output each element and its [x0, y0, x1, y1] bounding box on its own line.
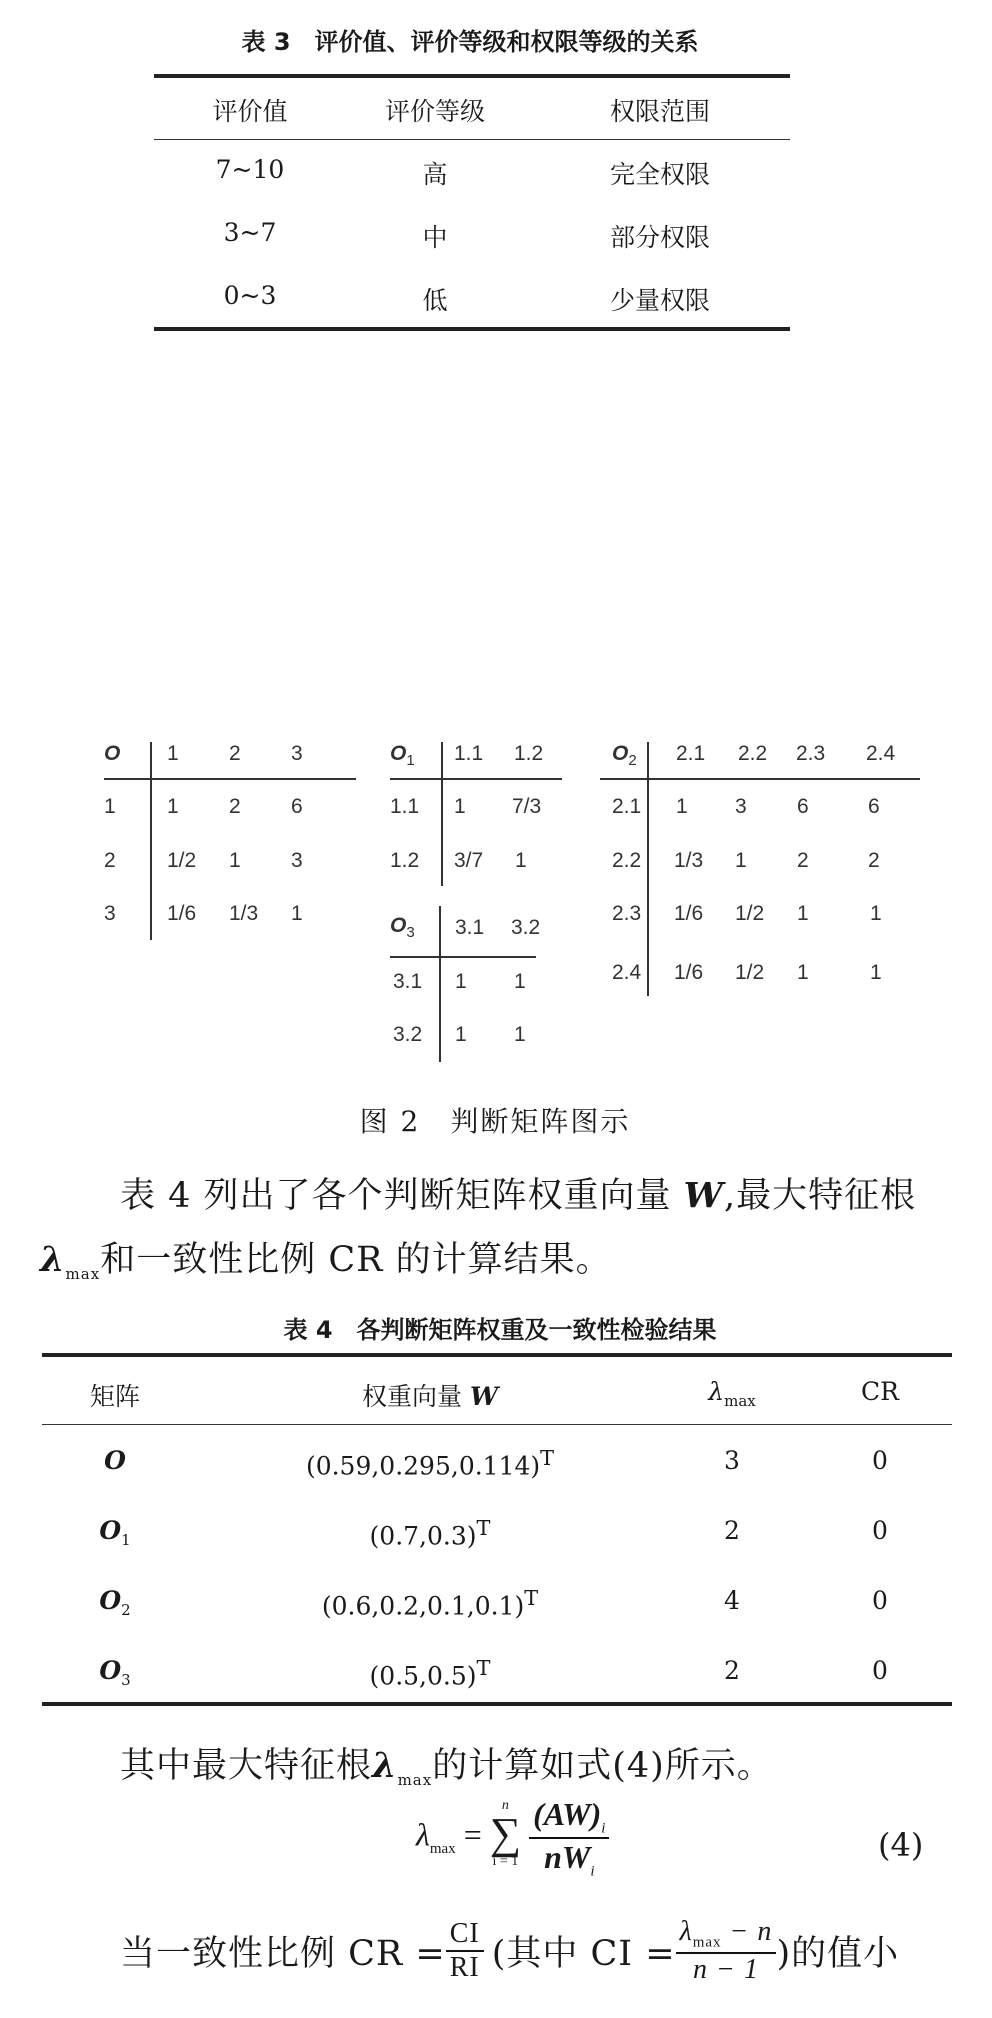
- table-4-cr-value: 0: [872, 1656, 888, 1685]
- formula-4-denominator: $nW_i$: [544, 1839, 595, 1880]
- formula-4-fraction: [529, 1796, 609, 1881]
- matrix-o1-col: 1.2: [514, 742, 544, 765]
- matrix-o2-cell: 1: [870, 961, 882, 984]
- table-4-header-weight: [280, 1377, 580, 1413]
- matrix-o2-row-label: 2.4: [612, 961, 642, 984]
- matrix-o3-row-label: 3.2: [393, 1023, 423, 1046]
- matrix-o1-col: 1.1: [454, 742, 484, 765]
- formula-4-sum-upper: n: [501, 1798, 509, 1814]
- matrix-o-cell: 1: [229, 849, 241, 872]
- table-4-caption: 表 4 各判断矩阵权重及一致性检验结果: [283, 1316, 717, 1344]
- table-3-header-rule: [154, 139, 790, 140]
- matrix-o1-vline: [441, 742, 443, 886]
- matrix-o3-col: 3.2: [511, 916, 541, 939]
- cr-fraction: [446, 1918, 484, 1984]
- table-4-top-rule: [42, 1353, 952, 1357]
- matrix-o-cell: 3: [291, 849, 303, 872]
- table-3-bottom-rule: [154, 327, 790, 331]
- matrix-o3-col: 3.1: [455, 916, 485, 939]
- paragraph-3-text: (其中 CI =: [491, 1933, 676, 1974]
- table-3-header-scope: 权限范围: [609, 97, 710, 126]
- matrix-o-hline: [104, 778, 356, 780]
- matrix-o2-cell: 1/6: [674, 902, 704, 925]
- paragraph-2-text: 其中最大特征根: [120, 1746, 373, 1786]
- matrix-o-cell: 1/6: [167, 902, 197, 925]
- table-4-header-weight-label: 权重向量: [361, 1382, 470, 1411]
- figure-2-caption: 图 2 判断矩阵图示: [359, 1105, 631, 1138]
- table-3-caption: 表 3 评价值、评价等级和权限等级的关系: [241, 28, 699, 56]
- table-4-matrix-name: $O_3$: [99, 1656, 131, 1689]
- paragraph-1-text: ,最大特征根: [723, 1176, 917, 1216]
- paragraph-1-text: 表 4 列出了各个判断矩阵权重向量: [120, 1176, 684, 1216]
- formula-4-equals: =: [455, 1816, 490, 1853]
- formula-4-sum-symbol: ∑: [489, 1809, 522, 1859]
- table-4-header-lambda: $\lambda_{max}$: [708, 1377, 756, 1410]
- table-4-cr-value: 0: [872, 1516, 888, 1545]
- table-4-weight-vector: $(0.7,0.3)^T$: [369, 1516, 491, 1551]
- matrix-o3-corner: $O_3$: [390, 914, 415, 942]
- paragraph-2: [120, 1738, 773, 1789]
- matrix-o2-cell: 2: [868, 849, 880, 872]
- matrix-o1-cell: 1: [515, 849, 527, 872]
- matrix-o1-cell: 3/7: [454, 849, 484, 872]
- matrix-o2-cell: 1/2: [735, 961, 765, 984]
- matrix-o-cell: 6: [291, 795, 303, 818]
- table-4-cr-value: 0: [872, 1586, 888, 1615]
- table-3-cell: 高: [422, 160, 448, 189]
- matrix-o2-row-label: 2.3: [612, 902, 642, 925]
- ci-fraction: [676, 1916, 777, 1986]
- matrix-o2-vline: [647, 742, 649, 996]
- matrix-o-vline: [150, 742, 152, 940]
- matrix-o2-col: 2.4: [866, 742, 896, 765]
- matrix-o1-corner: $O_1$: [390, 742, 415, 770]
- matrix-o2-cell: 1: [797, 961, 809, 984]
- matrix-o-cell: 1/3: [229, 902, 259, 925]
- matrix-o3-cell: 1: [514, 1023, 526, 1046]
- matrix-o2-cell: 1/6: [674, 961, 704, 984]
- table-4-bottom-rule: [42, 1702, 952, 1706]
- lambda-symbol: λ: [40, 1239, 66, 1280]
- matrix-o2-row-label: 2.2: [612, 849, 642, 872]
- matrix-o1-hline: [390, 778, 562, 780]
- matrix-o3-cell: 1: [455, 1023, 467, 1046]
- matrix-o-row-label: 3: [104, 902, 116, 925]
- formula-4-number: (4): [878, 1826, 924, 1864]
- table-4-weight-vector: $(0.5,0.5)^T$: [369, 1656, 491, 1691]
- paragraph-3-text: )的值小: [776, 1933, 900, 1974]
- table-4-lambda-value: 4: [724, 1586, 740, 1615]
- cr-fraction-denominator: RI: [449, 1951, 480, 1983]
- ci-fraction-numerator: $\lambda_{max} - n$: [676, 1916, 777, 1954]
- matrix-o2-cell: 2: [797, 849, 809, 872]
- paragraph-3: [120, 1916, 899, 1986]
- matrix-o2-col: 2.1: [676, 742, 706, 765]
- table-3-cell: 完全权限: [609, 160, 710, 189]
- paragraph-3-text: 当一致性比例 CR =: [120, 1933, 446, 1974]
- lambda-symbol: λ: [372, 1745, 398, 1786]
- matrix-o2-cell: 1/3: [674, 849, 704, 872]
- table-3-header-value: 评价值: [212, 97, 288, 126]
- matrix-o2-cell: 6: [868, 795, 880, 818]
- paragraph-1-text: 和一致性比例 CR 的计算结果。: [100, 1240, 612, 1280]
- matrix-o2-cell: 1/2: [735, 902, 765, 925]
- table-3-cell: 低: [422, 286, 448, 315]
- matrix-o3-cell: 1: [455, 970, 467, 993]
- formula-4-lambda-subscript: max: [429, 1841, 456, 1858]
- matrix-o1-row-label: 1.2: [390, 849, 420, 872]
- table-3-cell: 0~3: [223, 281, 277, 310]
- table-4-matrix-name: $O_1$: [99, 1516, 131, 1549]
- matrix-o1-cell: 1: [454, 795, 466, 818]
- matrix-o2-row-label: 2.1: [612, 795, 642, 818]
- matrix-o3-hline: [390, 956, 536, 958]
- formula-4-sum: [490, 1798, 521, 1870]
- matrix-o1-row-label: 1.1: [390, 795, 420, 818]
- matrix-o2-cell: 1: [735, 849, 747, 872]
- lambda-subscript: max: [397, 1771, 433, 1789]
- table-4-weight-vector: $(0.6,0.2,0.1,0.1)^T$: [321, 1586, 539, 1621]
- table-4-header-weight-symbol: W: [469, 1382, 499, 1411]
- matrix-o2-cell: 1: [797, 902, 809, 925]
- weight-vector-symbol: W: [683, 1175, 724, 1216]
- matrix-o-col: 2: [229, 742, 241, 765]
- matrix-o-cell: 1: [167, 795, 179, 818]
- matrix-o-cell: 1: [291, 902, 303, 925]
- paragraph-2-text: 的计算如式(4)所示。: [432, 1746, 773, 1786]
- matrix-o-col: 1: [167, 742, 179, 765]
- table-3-header-grade: 评价等级: [384, 97, 485, 126]
- table-4-lambda-value: 3: [724, 1446, 740, 1475]
- lambda-subscript: max: [65, 1265, 101, 1283]
- matrix-o3-row-label: 3.1: [393, 970, 423, 993]
- table-4-lambda-value: 2: [724, 1656, 740, 1685]
- matrix-o2-col: 2.3: [796, 742, 826, 765]
- matrix-o2-cell: 1: [676, 795, 688, 818]
- ci-fraction-denominator: n − 1: [693, 1953, 759, 1985]
- matrix-o2-cell: 1: [870, 902, 882, 925]
- matrix-o3-cell: 1: [514, 970, 526, 993]
- matrix-o-cell: 2: [229, 795, 241, 818]
- table-4-matrix-name: O: [104, 1446, 126, 1475]
- matrix-o2-col: 2.2: [738, 742, 768, 765]
- formula-4-lambda: λ: [416, 1816, 430, 1853]
- paragraph-1-line-1: [120, 1168, 916, 1218]
- cr-fraction-numerator: CI: [446, 1918, 484, 1952]
- table-4-header-cr: CR: [861, 1377, 899, 1406]
- matrix-o-cell: 1/2: [167, 849, 197, 872]
- formula-4-numerator: $(AW)_i$: [529, 1796, 609, 1839]
- table-4-lambda-value: 2: [724, 1516, 740, 1545]
- matrix-o-col: 3: [291, 742, 303, 765]
- table-3-cell: 7~10: [215, 155, 285, 184]
- formula-4-sum-lower: i = 1: [492, 1854, 519, 1870]
- table-3-top-rule: [154, 74, 790, 78]
- table-3-cell: 中: [422, 223, 448, 252]
- matrix-o3-vline: [439, 906, 441, 1062]
- table-3-cell: 3~7: [223, 218, 277, 247]
- table-4-cr-value: 0: [872, 1446, 888, 1475]
- paragraph-1-line-2: [40, 1232, 612, 1283]
- table-3-cell: 少量权限: [609, 286, 710, 315]
- matrix-o1-cell: 7/3: [512, 795, 542, 818]
- matrix-o-row-label: 1: [104, 795, 116, 818]
- table-3-cell: 部分权限: [609, 223, 710, 252]
- table-4-header-rule: [42, 1424, 952, 1425]
- table-4-matrix-name: $O_2$: [99, 1586, 131, 1619]
- table-4-weight-vector: $(0.59,0.295,0.114)^T$: [305, 1446, 555, 1481]
- matrix-o-row-label: 2: [104, 849, 116, 872]
- matrix-o2-corner: $O_2$: [612, 742, 637, 770]
- matrix-o2-cell: 6: [797, 795, 809, 818]
- table-4-header-matrix: 矩阵: [89, 1382, 140, 1411]
- formula-4: [416, 1796, 609, 1881]
- matrix-o-corner: O: [104, 742, 121, 765]
- matrix-o2-cell: 3: [735, 795, 747, 818]
